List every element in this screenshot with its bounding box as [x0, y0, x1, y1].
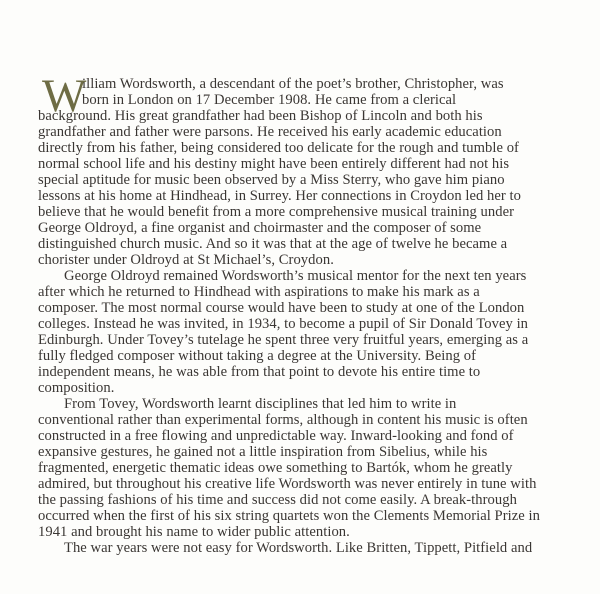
text-line: believe that he would benefit from a more comprehensive musical training under — [38, 204, 515, 220]
text-line: fully fledged composer without taking a degree at the University. Being of — [38, 348, 477, 364]
text-line: George Oldroyd, a fine organist and choirmaster and the composer of some — [38, 220, 482, 236]
text-line: the passing fashions of his time and success did not come easily. A break-through — [38, 492, 517, 508]
text-line: background. His great grandfather had been Bishop of Lincoln and both his — [38, 108, 483, 124]
text-line: lessons at his home at Hindhead, in Surrey. Her connections in Croydon led her to — [38, 188, 521, 204]
text-line: constructed in a free flowing and unpredictable way. Inward-looking and fond of — [38, 428, 514, 444]
text-line: expansive gestures, he gained not a little inspiration from Sibelius, while his — [38, 444, 488, 460]
text-line: George Oldroyd remained Wordsworth’s musical mentor for the next ten years — [64, 268, 527, 284]
text-line: distinguished church music. And so it was that at the age of twelve he became a — [38, 236, 508, 252]
text-line: admired, but throughout his creative life Wordsworth was never entirely in tune with — [38, 476, 537, 492]
text-line: independent means, he was able from that point to devote his entire time to — [38, 364, 481, 380]
text-line: conventional rather than experimental forms, although in content his music is often — [38, 412, 528, 428]
text-line: after which he returned to Hindhead with aspirations to make his mark as a — [38, 284, 480, 300]
text-line: directly from his father, being considered too delicate for the rough and tumble of — [38, 140, 519, 156]
document-body — [38, 70, 598, 556]
text-line: 1941 and brought his name to wider public attention. — [38, 524, 350, 540]
text-line: normal school life and his destiny might have been entirely different had not his — [38, 156, 510, 172]
text-line: grandfather and father were parsons. He received his early academic education — [38, 124, 502, 140]
text-line: Edinburgh. Under Tovey’s tutelage he spent three very fruitful years, emerging as a — [38, 332, 529, 348]
drop-cap: W — [42, 70, 87, 122]
text-line: The war years were not easy for Wordsworth. Like Britten, Tippett, Pitfield and — [64, 540, 533, 556]
text-line: occurred when the first of his six string quartets won the Clements Memorial Prize in — [38, 508, 540, 524]
text-line: composition. — [38, 380, 115, 396]
text-line: born in London on 17 December 1908. He came from a clerical — [82, 92, 457, 108]
text-line: illiam Wordsworth, a descendant of the poet’s brother, Christopher, was — [82, 76, 504, 92]
text-line: From Tovey, Wordsworth learnt disciplines that led him to write in — [64, 396, 457, 412]
text-line: colleges. Instead he was invited, in 1934, to become a pupil of Sir Donald Tovey in — [38, 316, 529, 332]
text-line: composer. The most normal course would have been to study at one of the London — [38, 300, 525, 316]
text-line: chorister under Oldroyd at St Michael’s, Croydon. — [38, 252, 334, 268]
text-line: fragmented, energetic thematic ideas owe something to Bartók, whom he greatly — [38, 460, 513, 476]
text-lines — [38, 70, 598, 556]
text-line: special aptitude for music been observed by a Miss Sterry, who gave him piano — [38, 172, 505, 188]
